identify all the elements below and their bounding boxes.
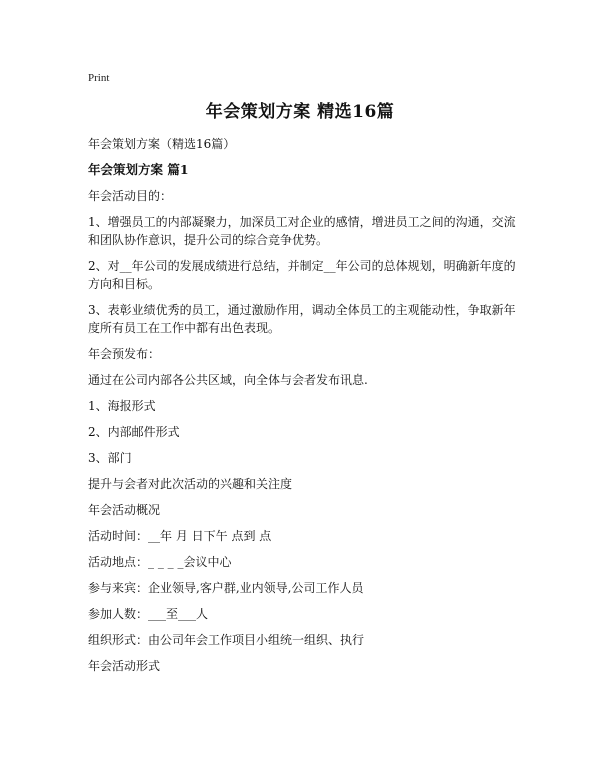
list-item-email: 2、内部邮件形式 <box>88 425 180 439</box>
paragraph-guests: 参与来宾：企业领导,客户群,业内领导,公司工作人员 <box>88 581 364 595</box>
paragraph-purpose-3: 3、表彰业绩优秀的员工，通过激励作用，调动全体员工的主观能动性，争取新年度所有员工在工作中都有出色表现。 <box>88 303 516 335</box>
paragraph-event-location: 活动地点：_ _ _ _会议中心 <box>88 555 232 569</box>
paragraph-event-format: 年会活动形式 <box>88 659 161 673</box>
section-heading: 年会策划方案 篇1 <box>88 162 189 177</box>
paragraph-prerelease-label: 年会预发布： <box>88 347 161 361</box>
paragraph-purpose-1: 1、增强员工的内部凝聚力，加深员工对企业的感情，增进员工之间的沟通，交流和团队协作意识，提升公司的综合竞争优势。 <box>88 215 516 247</box>
print-label: Print <box>88 72 110 84</box>
paragraph-prerelease-text: 通过在公司内部各公共区域，向全体与会者发布讯息. <box>88 373 368 387</box>
paragraph-event-time: 活动时间：__年 月 日下午 点到 点 <box>88 529 272 543</box>
paragraph-interest: 提升与会者对此次活动的兴趣和关注度 <box>88 477 293 491</box>
paragraph-organization: 组织形式：由公司年会工作项目小组统一组织、执行 <box>88 633 365 647</box>
document-subtitle: 年会策划方案（精选16篇） <box>88 137 236 151</box>
list-item-department: 3、部门 <box>88 451 132 465</box>
paragraph-attendee-count: 参加人数：___至___人 <box>88 607 209 621</box>
paragraph-overview-label: 年会活动概况 <box>88 503 161 517</box>
list-item-poster: 1、海报形式 <box>88 399 156 413</box>
paragraph-purpose-label: 年会活动目的： <box>88 189 173 203</box>
paragraph-purpose-2: 2、对__年公司的发展成绩进行总结，并制定__年公司的总体规划，明确新年度的方向和目标。 <box>88 259 516 291</box>
document-title: 年会策划方案 精选16篇 <box>205 102 395 122</box>
document-body <box>88 135 518 683</box>
